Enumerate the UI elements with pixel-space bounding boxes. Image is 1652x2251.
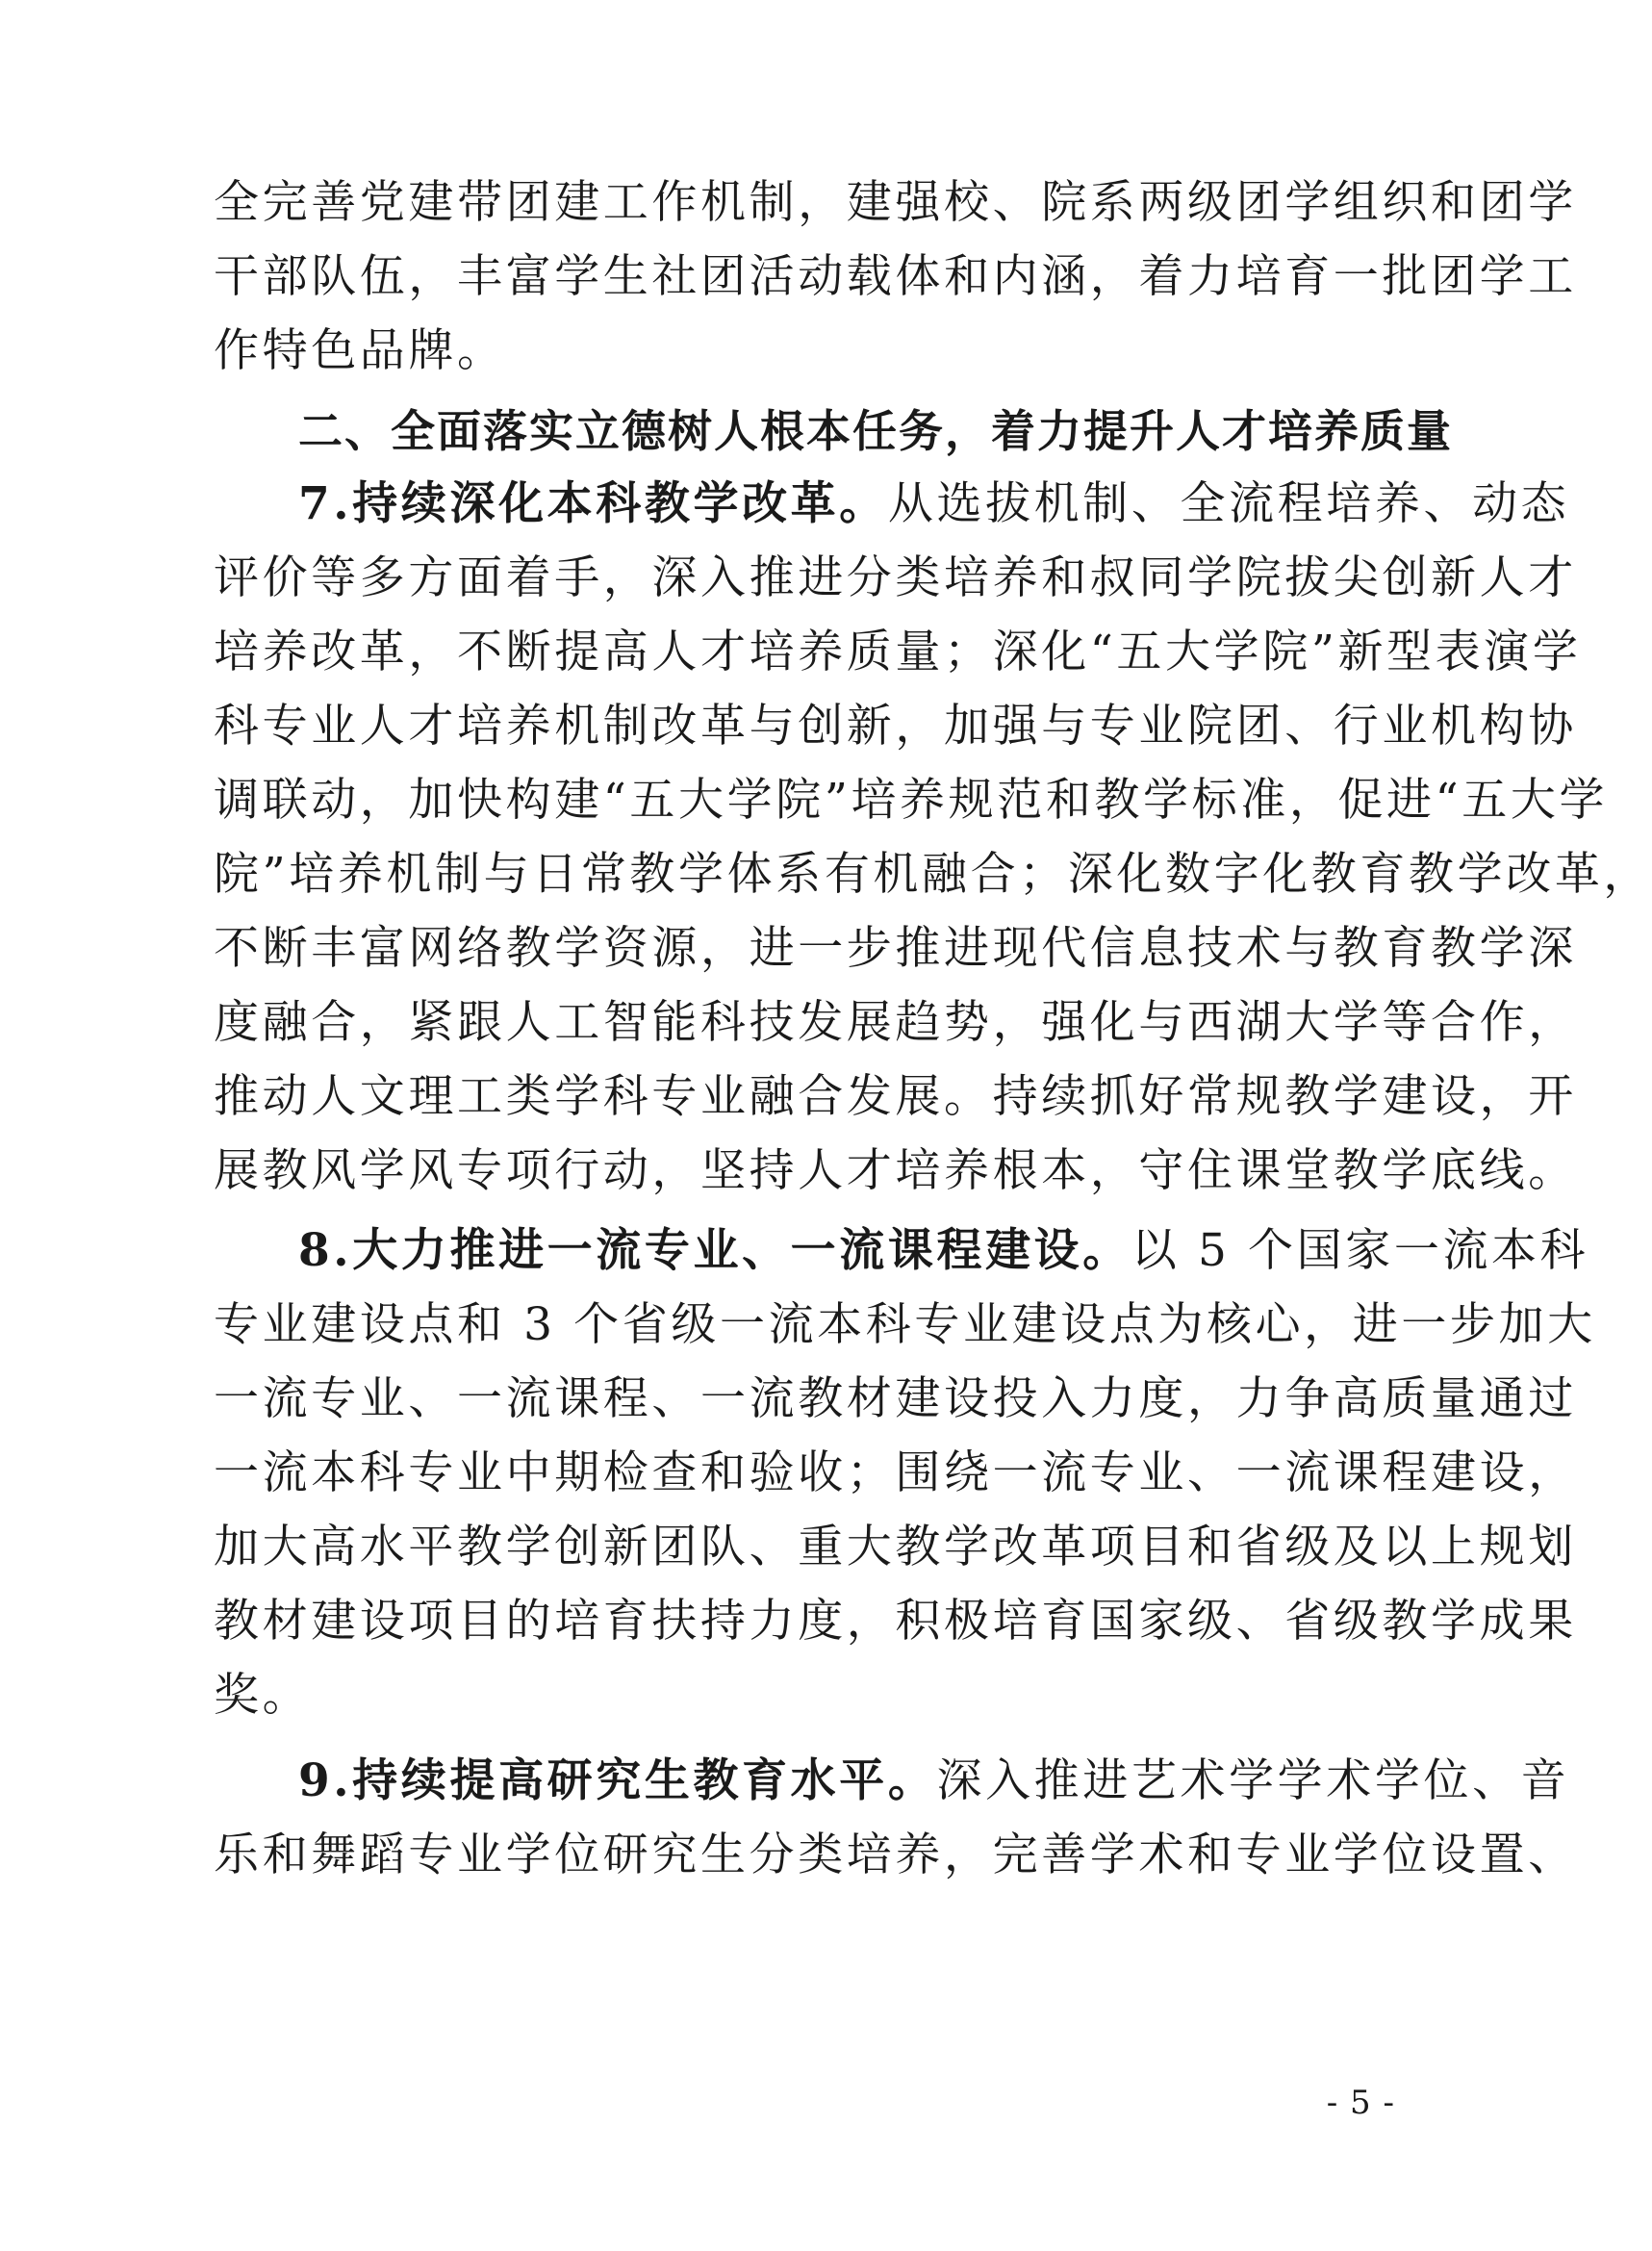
paragraph-line: 培养改革，不断提高人才培养质量；深化“五大学院”新型表演学	[214, 626, 1582, 678]
item-7-first-line	[298, 468, 1570, 541]
paragraph-line: 干部队伍，丰富学生社团活动载体和内涵，着力培育一批团学工	[214, 250, 1577, 303]
item-9-first-line-text: 深入推进艺术学学术学位、音	[936, 1754, 1570, 1807]
paragraph-line: 度融合，紧跟人工智能科技发展趋势，强化与西湖大学等合作，	[214, 996, 1577, 1049]
paragraph-line: 教材建设项目的培育扶持力度，积极培育国家级、省级教学成果	[214, 1595, 1577, 1648]
paragraph-line: 不断丰富网络教学资源，进一步推进现代信息技术与教育教学深	[214, 922, 1577, 975]
item-9-title: 9.持续提高研究生教育水平。	[298, 1754, 937, 1807]
paragraph-line: 调联动，加快构建“五大学院”培养规范和教学标准，促进“五大学	[214, 774, 1609, 827]
paragraph-line: 乐和舞蹈专业学位研究生分类培养，完善学术和专业学位设置、	[214, 1829, 1577, 1881]
item-9-first-line	[298, 1745, 1570, 1818]
item-7-title: 7.持续深化本科教学改革。	[298, 477, 888, 530]
paragraph-line: 加大高水平教学创新团队、重大教学改革项目和省级及以上规划	[214, 1521, 1577, 1573]
paragraph-line: 一流本科专业中期检查和验收；围绕一流专业、一流课程建设，	[214, 1446, 1577, 1499]
paragraph-line: 全完善党建带团建工作机制，建强校、院系两级团学组织和团学	[214, 176, 1577, 229]
paragraph-line: 院”培养机制与日常教学体系有机融合；深化数字化教育教学改革，	[214, 848, 1652, 901]
paragraph-line: 推动人文理工类学科专业融合发展。持续抓好常规教学建设，开	[214, 1070, 1577, 1123]
page-number: - 5 -	[1326, 2084, 1395, 2122]
paragraph-line: 科专业人才培养机制改革与创新，加强与专业院团、行业机构协	[214, 700, 1577, 753]
paragraph-line: 展教风学风专项行动，坚持人才培养根本，守住课堂教学底线。	[214, 1144, 1577, 1197]
paragraph-line: 奖。	[214, 1669, 312, 1722]
paragraph-line: 作特色品牌。	[214, 324, 506, 377]
paragraph-line: 一流专业、一流课程、一流教材建设投入力度，力争高质量通过	[214, 1372, 1577, 1425]
item-8-title: 8.大力推进一流专业、一流课程建设。	[298, 1224, 1131, 1277]
section-heading: 二、全面落实立德树人根本任务，着力提升人才培养质量	[298, 405, 1453, 457]
item-8-first-line	[298, 1215, 1589, 1288]
paragraph-line: 专业建设点和 3 个省级一流本科专业建设点为核心，进一步加大	[214, 1298, 1596, 1351]
item-8-first-line-text: 以 5 个国家一流本科	[1131, 1224, 1589, 1277]
item-7-first-line-text: 从选拔机制、全流程培养、动态	[887, 477, 1570, 530]
paragraph-line: 评价等多方面着手，深入推进分类培养和叔同学院拔尖创新人才	[214, 551, 1577, 604]
